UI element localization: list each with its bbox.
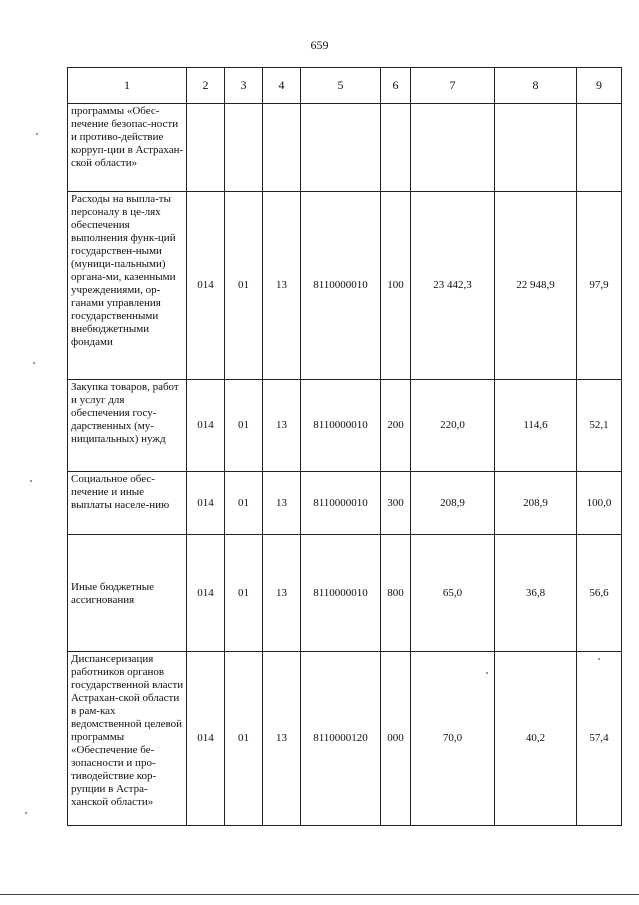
cell-percent: 97,9 [577,192,622,380]
cell-executed: 208,9 [495,472,577,535]
table-row [68,104,622,192]
cell-section: 01 [225,535,263,652]
column-header: 2 [187,68,225,104]
cell-section: 01 [225,192,263,380]
scan-speck [33,362,35,364]
table-row [68,535,622,652]
scan-speck [598,658,600,660]
cell-planned: 208,9 [411,472,495,535]
cell-expense-type: 800 [381,535,411,652]
cell-section: 01 [225,472,263,535]
row-description: Расходы на выпла-ты персоналу в це-лях обеспечения выполнения функ-ций государствен-ными (муници-пальными) органа-ми, казенными учреждениями, ор-ганами управления государственными внебюджетными фондами [68,192,187,380]
cell-target-article: 8110000010 [301,192,381,380]
table-row [68,472,622,535]
cell-planned: 65,0 [411,535,495,652]
row-description: Закупка товаров, работ и услуг для обеспечения госу-дарственных (му-ниципальных) нужд [68,380,187,472]
cell-percent [577,104,622,192]
cell-expense-type [381,104,411,192]
cell-expense-type: 300 [381,472,411,535]
row-description: Социальное обес-печение и иные выплаты населе-нию [68,472,187,535]
cell-planned: 220,0 [411,380,495,472]
row-description: Диспансеризация работников органов государственной власти Астрахан-ской области в рам-ках ведомственной целевой программы «Обеспечение бе-зопасности и про-тиводействие кор-рупции в Астра-ханской области» [68,652,187,826]
cell-percent: 56,6 [577,535,622,652]
cell-executed: 36,8 [495,535,577,652]
cell-expense-type: 200 [381,380,411,472]
column-header: 3 [225,68,263,104]
cell-percent: 100,0 [577,472,622,535]
cell-target-article [301,104,381,192]
cell-executed [495,104,577,192]
cell-section [225,104,263,192]
cell-admin-code: 014 [187,472,225,535]
cell-section: 01 [225,652,263,826]
cell-admin-code [187,104,225,192]
page-bottom-edge [0,894,639,895]
cell-percent: 57,4 [577,652,622,826]
cell-admin-code: 014 [187,652,225,826]
table-row [68,652,622,826]
cell-admin-code: 014 [187,192,225,380]
cell-target-article: 8110000010 [301,472,381,535]
column-header: 9 [577,68,622,104]
cell-target-article: 8110000010 [301,380,381,472]
cell-planned: 70,0 [411,652,495,826]
cell-executed: 40,2 [495,652,577,826]
scan-speck [36,133,38,135]
column-header: 7 [411,68,495,104]
column-header: 4 [263,68,301,104]
cell-admin-code: 014 [187,380,225,472]
row-description: программы «Обес-печение безопас-ности и противо-действие корруп-ции в Астрахан-ской области» [68,104,187,192]
scan-speck [25,812,27,814]
cell-section: 01 [225,380,263,472]
cell-subsection: 13 [263,652,301,826]
cell-subsection: 13 [263,535,301,652]
table-header-row [68,68,622,104]
scan-speck [30,480,32,482]
column-header: 8 [495,68,577,104]
row-description: Иные бюджетные ассигнования [68,535,187,652]
table-row [68,380,622,472]
table-row [68,192,622,380]
cell-expense-type: 100 [381,192,411,380]
cell-planned [411,104,495,192]
cell-subsection [263,104,301,192]
cell-admin-code: 014 [187,535,225,652]
column-header: 5 [301,68,381,104]
budget-table [67,67,622,826]
cell-subsection: 13 [263,192,301,380]
page-number: 659 [310,38,329,52]
cell-expense-type: 000 [381,652,411,826]
cell-percent: 52,1 [577,380,622,472]
scan-speck [486,672,488,674]
column-header: 6 [381,68,411,104]
cell-planned: 23 442,3 [411,192,495,380]
cell-subsection: 13 [263,472,301,535]
cell-executed: 114,6 [495,380,577,472]
cell-target-article: 8110000010 [301,535,381,652]
cell-executed: 22 948,9 [495,192,577,380]
column-header: 1 [68,68,187,104]
cell-subsection: 13 [263,380,301,472]
cell-target-article: 8110000120 [301,652,381,826]
